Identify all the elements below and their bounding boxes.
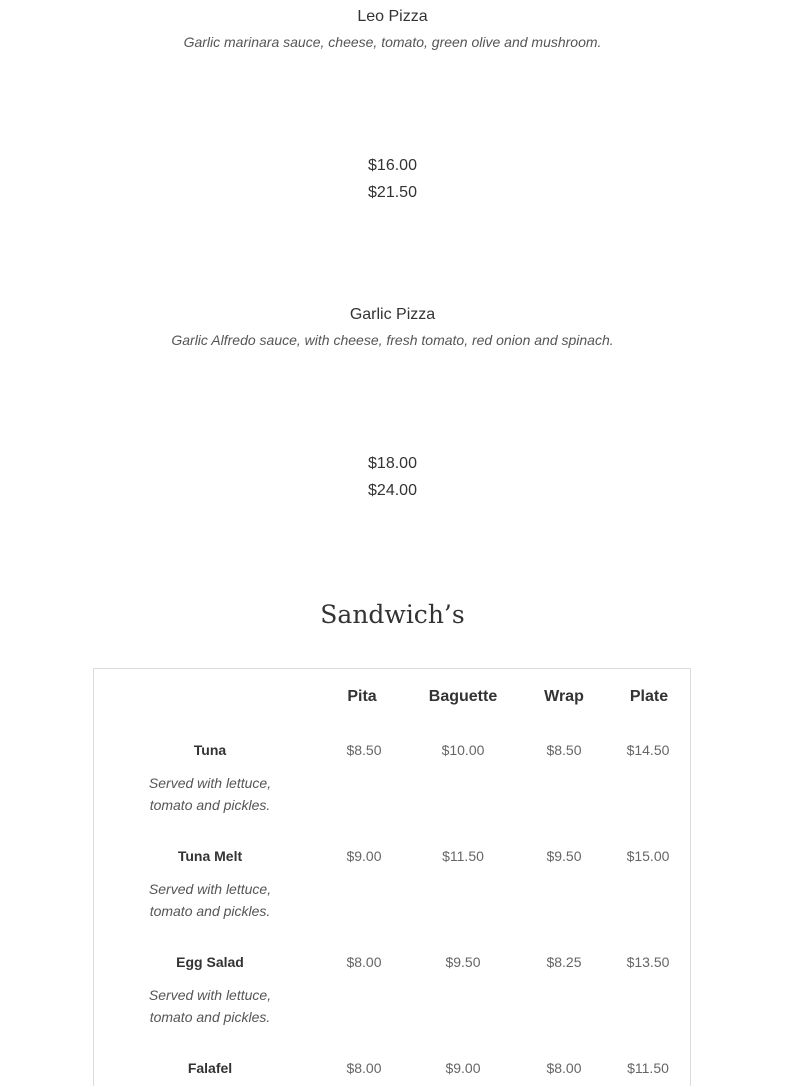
column-header-baguette: Baguette <box>428 688 498 705</box>
price-baguette: $9.00 <box>445 1060 481 1076</box>
sandwich-name: Tuna <box>193 742 227 758</box>
pizza-price: $21.50 <box>368 184 417 201</box>
pizza-name: Garlic Pizza <box>349 306 436 323</box>
price-pita: $8.00 <box>346 1060 382 1076</box>
column-header-wrap: Wrap <box>544 688 584 705</box>
price-pita: $8.50 <box>346 742 382 758</box>
price-pita: $9.00 <box>346 848 382 864</box>
price-pita: $8.00 <box>346 954 382 970</box>
description-line: tomato and pickles. <box>149 1009 271 1025</box>
price-plate: $13.50 <box>626 954 670 970</box>
description-line: tomato and pickles. <box>149 797 271 813</box>
sandwich-description <box>110 772 310 816</box>
price-baguette: $11.50 <box>442 848 484 864</box>
price-wrap: $8.50 <box>546 742 582 758</box>
pizza-price: $24.00 <box>368 482 417 499</box>
price-wrap: $8.25 <box>546 954 582 970</box>
price-wrap: $9.50 <box>546 848 582 864</box>
description-line: tomato and pickles. <box>149 903 271 919</box>
pizza-price: $18.00 <box>368 455 417 472</box>
pizza-price: $16.00 <box>368 157 417 174</box>
pizza-description: Garlic Alfredo sauce, with cheese, fresh tomato, red onion and spinach. <box>171 332 614 348</box>
pizza-name: Leo Pizza <box>357 8 428 25</box>
sandwich-name: Egg Salad <box>176 954 244 970</box>
section-title: Sandwich’s <box>320 600 465 629</box>
price-plate: $14.50 <box>626 742 670 758</box>
column-header-pita: Pita <box>347 688 377 705</box>
price-plate: $15.00 <box>626 848 670 864</box>
price-plate: $11.50 <box>627 1060 669 1076</box>
pizza-description: Garlic marinara sauce, cheese, tomato, green olive and mushroom. <box>183 34 602 50</box>
description-line: Served with lettuce, <box>148 987 272 1003</box>
price-baguette: $9.50 <box>445 954 481 970</box>
price-wrap: $8.00 <box>546 1060 582 1076</box>
sandwich-description <box>110 984 310 1028</box>
description-line: Served with lettuce, <box>148 881 272 897</box>
sandwich-name: Tuna Melt <box>177 848 243 864</box>
sandwich-description <box>110 878 310 922</box>
description-line: Served with lettuce, <box>148 775 272 791</box>
sandwich-name: Falafel <box>187 1060 233 1076</box>
column-header-plate: Plate <box>629 688 669 705</box>
price-baguette: $10.00 <box>441 742 485 758</box>
